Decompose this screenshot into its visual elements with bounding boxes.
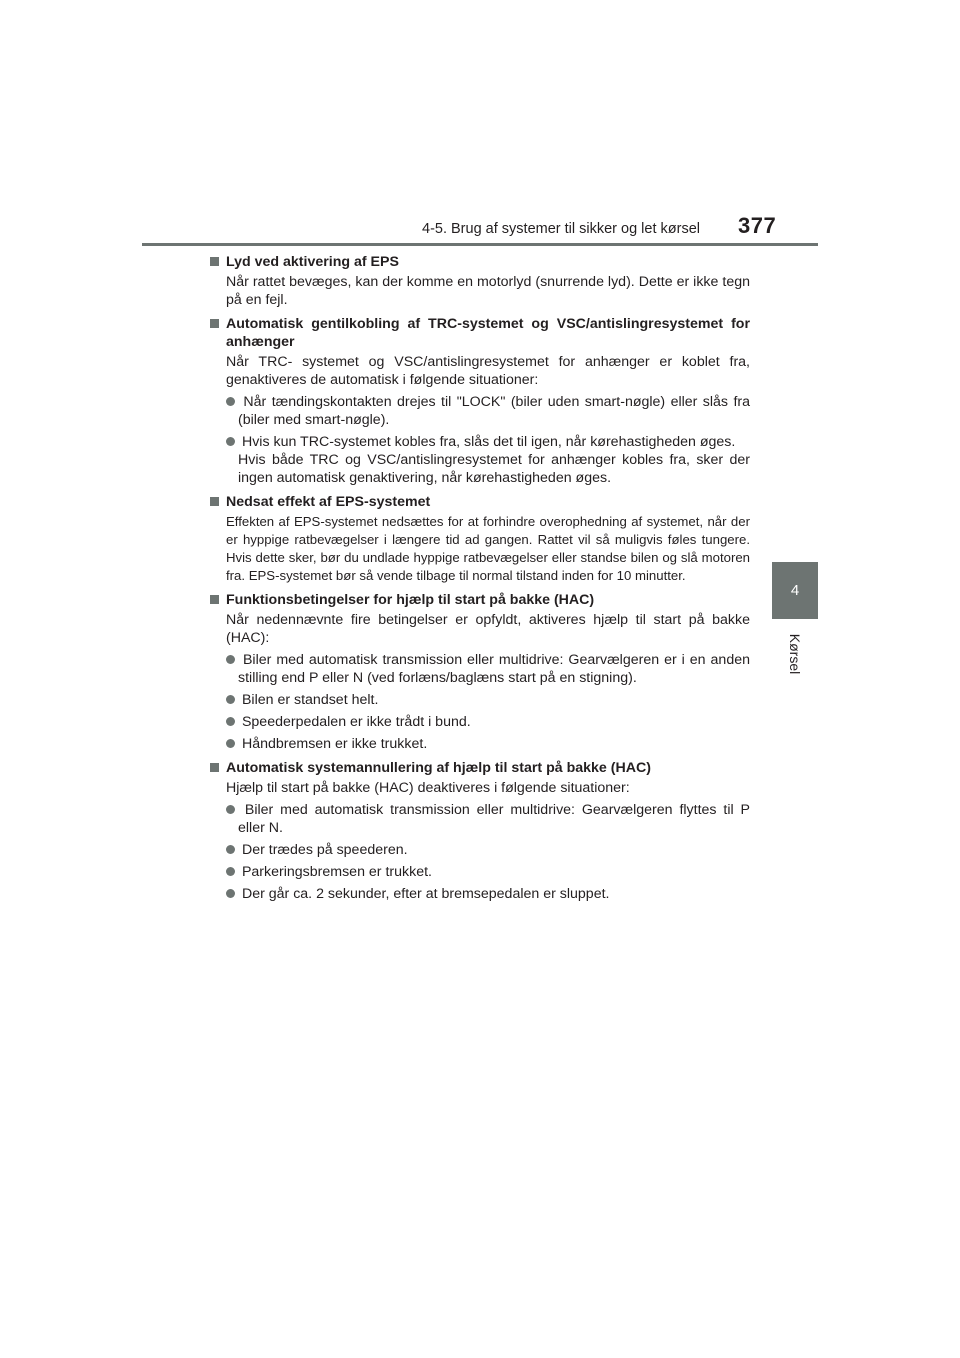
circle-bullet-icon [226,397,235,406]
header-title: 4-5. Brug af systemer til sikker og let kørsel [422,221,700,237]
square-bullet-icon [210,497,219,506]
page-content [210,253,750,909]
section-paragraph: Effekten af EPS-systemet nedsættes for at forhindre overophedning af systemet, når der er hyppige ratbevægelser i længere tid ad gangen. Rattet vil så muligvis føles tungere. Hvis dette sker, bør du undlade hyppige ratbevægelser eller standse bilen og slå motoren fra. EPS-systemet bør så vende tilbage til normal tilstand inden for 10 minutter. [226,514,750,583]
list-item: Håndbremsen er ikke trukket. [210,735,750,753]
section-paragraph: Når TRC- systemet og VSC/antislingresystemet for anhænger er koblet fra, genaktiveres de automatisk i følgende situationer: [226,354,750,388]
chapter-tab [772,562,818,619]
section [210,759,750,903]
page-number: 377 [738,213,777,238]
circle-bullet-icon [226,739,235,748]
circle-bullet-icon [226,889,235,898]
circle-bullet-icon [226,655,235,664]
circle-bullet-icon [226,805,235,814]
chapter-label: Kørsel [787,633,803,675]
section [210,493,750,585]
circle-bullet-icon [226,437,235,446]
circle-bullet-icon [226,867,235,876]
circle-bullet-icon [226,845,235,854]
list-item: Når tændingskontakten drejes til "LOCK" (biler uden smart-nøgle) eller slås fra (biler med smart-nøgle). [210,393,750,429]
square-bullet-icon [210,763,219,772]
list-item-note: Hvis både TRC og VSC/antislingresystemet for anhænger kobles fra, sker der ingen automatisk genaktivering, når kørehastigheden øges. [238,452,750,486]
list-item: Der går ca. 2 sekunder, efter at bremsepedalen er sluppet. [210,885,750,903]
section [210,591,750,753]
section [210,253,750,309]
section-heading: Funktionsbetingelser for hjælp til start på bakke (HAC) [210,591,750,609]
list-item: Biler med automatisk transmission eller multidrive: Gearvælgeren er i en anden stilling end P eller N (ved forlæns/baglæns start på en stigning). [210,651,750,687]
circle-bullet-icon [226,695,235,704]
section-paragraph: Når nedennævnte fire betingelser er opfyldt, aktiveres hjælp til start på bakke (HAC): [226,612,750,646]
section-heading: Automatisk gentilkobling af TRC-systemet og VSC/antislingresystemet for anhænger [210,315,750,351]
section-heading: Automatisk systemannullering af hjælp til start på bakke (HAC) [210,759,750,777]
square-bullet-icon [210,257,219,266]
section-heading: Lyd ved aktivering af EPS [210,253,750,271]
circle-bullet-icon [226,717,235,726]
section-paragraph: Hjælp til start på bakke (HAC) deaktiveres i følgende situationer: [226,780,630,796]
list-item: Der trædes på speederen. [210,841,750,859]
header-divider [142,243,818,246]
list-item: Hvis kun TRC-systemet kobles fra, slås det til igen, når kørehastigheden øges. Hvis både TRC og VSC/antislingresystemet for anhænger kobles fra, sker der ingen automatisk genaktivering, når kørehastigheden øges. [210,433,750,487]
square-bullet-icon [210,595,219,604]
section-paragraph: Når rattet bevæges, kan der komme en motorlyd (snurrende lyd). Dette er ikke tegn på en fejl. [226,274,750,308]
list-item: Parkeringsbremsen er trukket. [210,863,750,881]
section-heading: Nedsat effekt af EPS-systemet [210,493,750,511]
square-bullet-icon [210,319,219,328]
list-item: Biler med automatisk transmission eller multidrive: Gearvælgeren flyttes til P eller N. [210,801,750,837]
list-item: Speederpedalen er ikke trådt i bund. [210,713,750,731]
section [210,315,750,487]
chapter-number: 4 [790,582,800,599]
list-item: Bilen er standset helt. [210,691,750,709]
